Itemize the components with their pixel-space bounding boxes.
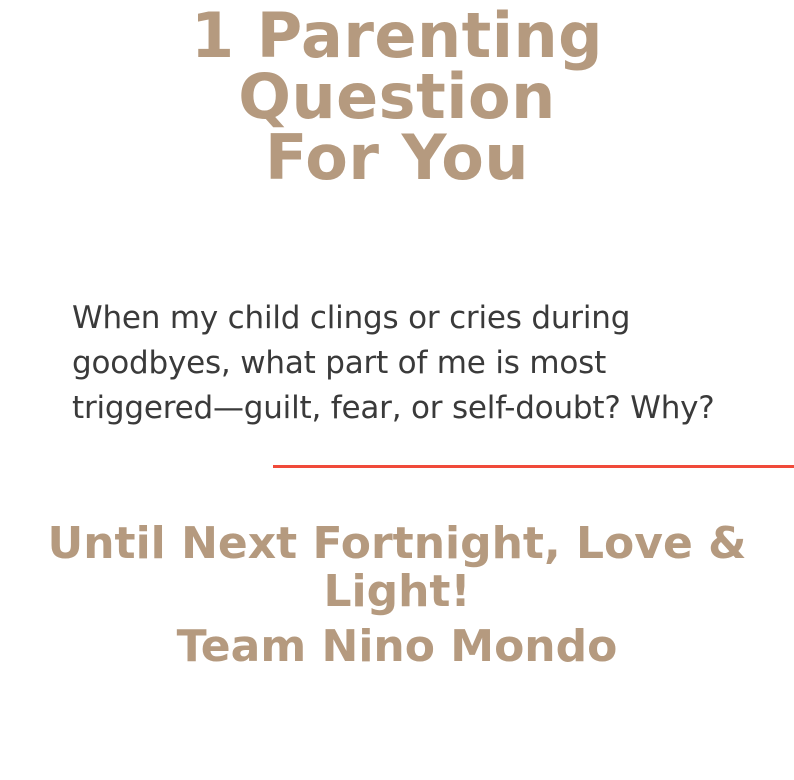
divider-container <box>0 431 794 468</box>
question-text: When my child clings or cries during goodbyes, what part of me is most triggered—guilt, fear, or self-doubt? Why? <box>72 300 715 427</box>
page-title-line-1: 1 Parenting Question <box>190 0 603 133</box>
signoff-block <box>0 468 794 671</box>
question-block <box>0 188 794 431</box>
signoff-line-1: Until Next Fortnight, Love & Light! <box>47 518 747 617</box>
page-title-line-2: For You <box>264 120 530 194</box>
signoff-line-2: Team Nino Mondo <box>176 621 618 673</box>
page-title <box>0 0 794 194</box>
